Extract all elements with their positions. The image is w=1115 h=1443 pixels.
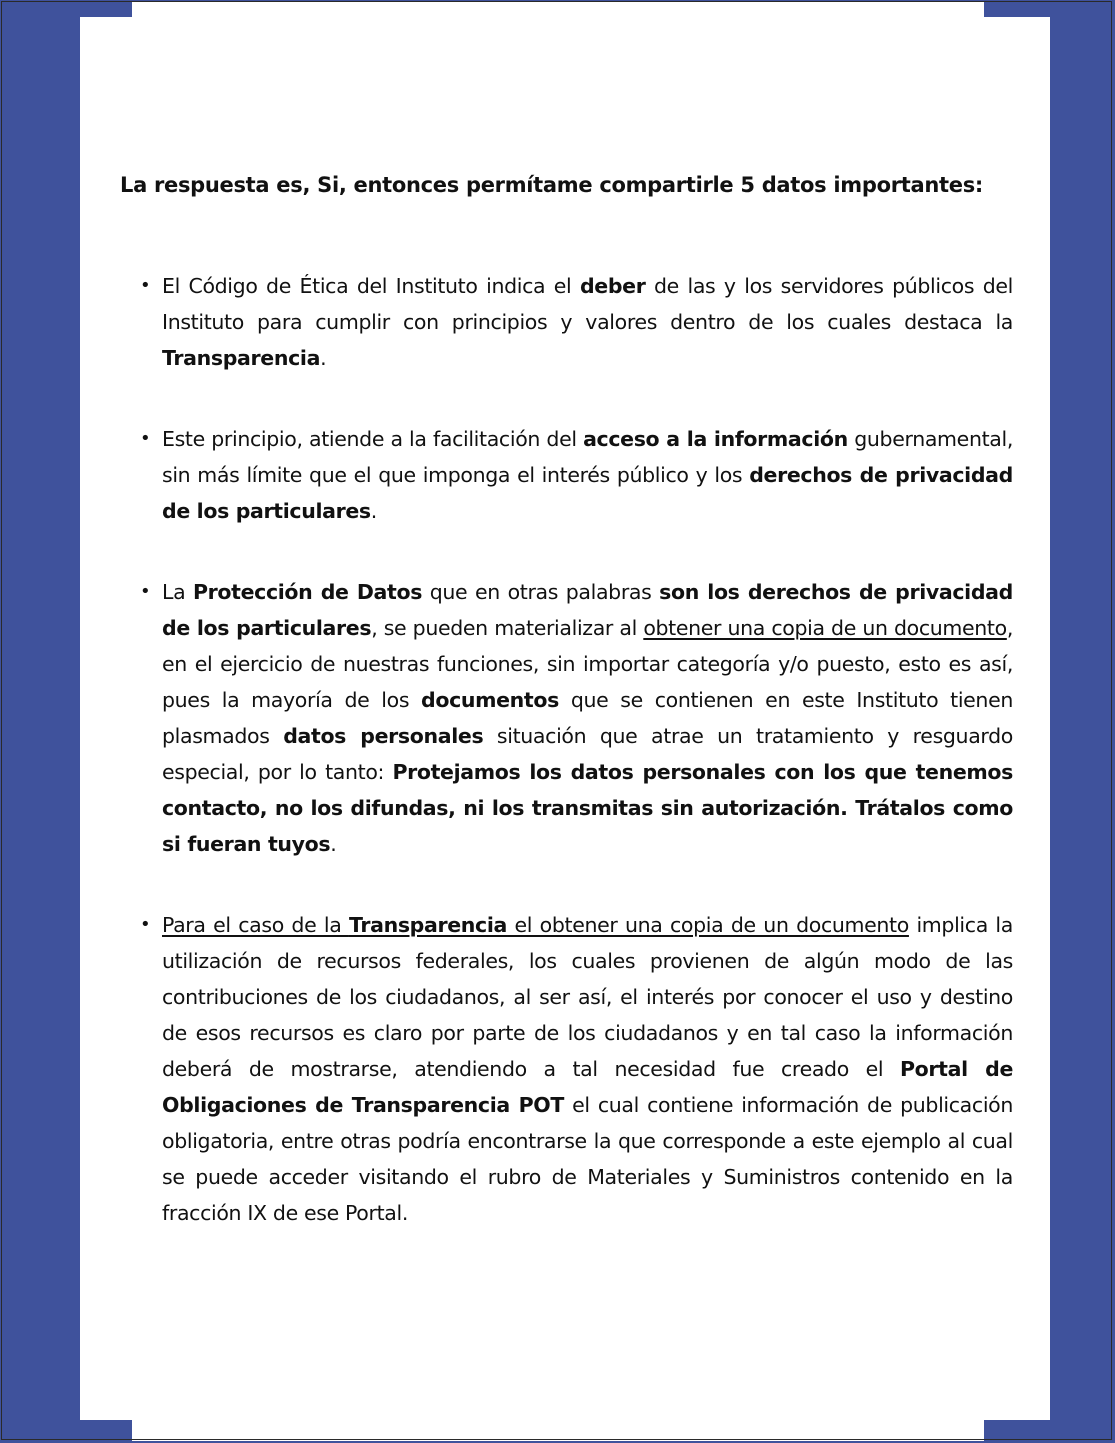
text-segment: gubernamental, sin más límite que el que imponga el interés público y los <box>162 427 1013 487</box>
bold-text: datos personales <box>283 724 484 748</box>
text-segment: . <box>370 499 377 523</box>
bullet-item-codigo-etica <box>162 268 1013 376</box>
page-heading: La respuesta es, Si, entonces permítame compartirle 5 datos importantes: <box>120 173 984 197</box>
text-segment: , se pueden materializar al <box>371 616 644 640</box>
text-segment: que se contienen en este Instituto tienen plasmados <box>162 688 1013 748</box>
text-segment: . <box>320 346 327 370</box>
underlined-text: Para el caso de la <box>162 913 349 937</box>
bold-text: son los derechos de privacidad de los particulares <box>162 580 1013 640</box>
text-segment: El Código de Ética del Instituto indica el <box>162 274 580 298</box>
bullet-item-transparencia <box>162 907 1013 1231</box>
underlined-bold-text <box>349 913 507 937</box>
text-segment: . <box>330 832 337 856</box>
bold-text: documentos <box>421 688 559 712</box>
bold-text: deber <box>579 274 646 298</box>
underlined-text: el obtener una copia de un documento <box>507 913 909 937</box>
bullet-list <box>162 268 1013 1276</box>
bold-text: Transparencia <box>162 346 321 370</box>
underlined-text: obtener una copia de un documento <box>643 616 1007 640</box>
bold-text: derechos de privacidad de los particulares <box>162 463 1013 523</box>
text-segment: situación que atrae un tratamiento y resguardo especial, por lo tanto: <box>162 724 1013 784</box>
text-segment: La <box>162 580 193 604</box>
text-segment: Este principio, atiende a la facilitación del <box>162 427 584 451</box>
text-segment: implica la utilización de recursos federales, los cuales provienen de algún modo de las contribuciones de los ciudadanos, al ser así, el interés por conocer el uso y destino de esos recursos es claro por parte de los ciudadanos y en tal caso la información deberá de mostrarse, atendiendo a tal necesidad fue creado el <box>162 913 1013 1081</box>
bold-text: Transparencia <box>348 913 508 937</box>
text-segment: que en otras palabras <box>422 580 660 604</box>
bold-text: Protección de Datos <box>192 580 423 604</box>
bold-text: acceso a la información <box>583 427 848 451</box>
bold-text: Protejamos los datos personales con los que tenemos contacto, no los difundas, ni los transmitas sin autorización. Trátalos como si fueran tuyos <box>162 760 1013 856</box>
bullet-item-proteccion-datos <box>162 574 1013 862</box>
bold-text: Portal de Obligaciones de Transparencia POT <box>162 1057 1013 1117</box>
text-segment: , en el ejercicio de nuestras funciones, sin importar categoría y/o puesto, esto es así, pues la mayoría de los <box>162 616 1013 712</box>
text-segment: el cual contiene información de publicación obligatoria, entre otras podría encontrarse la que corresponde a este ejemplo al cual se puede acceder visitando el rubro de Materiales y Suministros contenido en la fracción IX de ese Portal. <box>162 1093 1013 1225</box>
bullet-item-principio <box>162 421 1013 529</box>
text-segment: de las y los servidores públicos del Instituto para cumplir con principios y valores dentro de los cuales destaca la <box>162 274 1013 334</box>
